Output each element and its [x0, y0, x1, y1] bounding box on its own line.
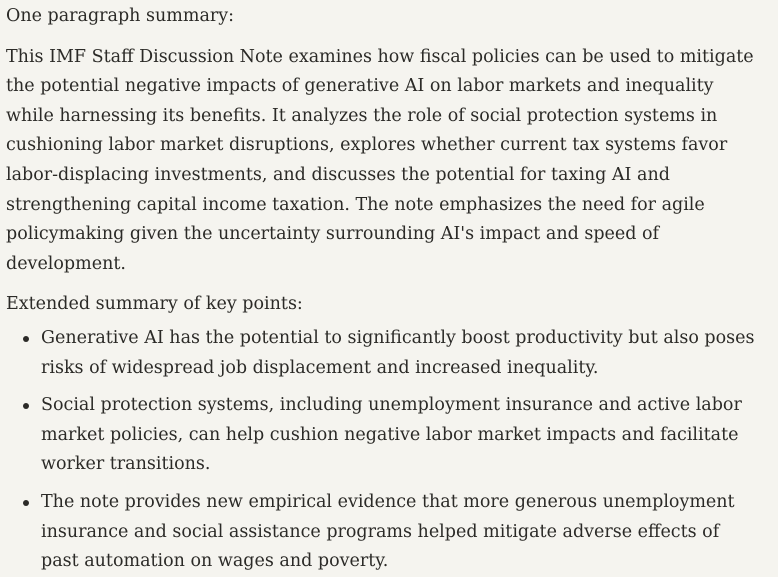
- summary-paragraph: This IMF Staff Discussion Note examines how fiscal policies can be used to mitigate the potential negative impacts of generative AI on labor markets and inequality while harnessing its benefits. It analyzes the role of social protection systems in cushioning labor market disruptions, explores whether current tax systems favor labor-displacing investments, and discusses the potential for taxing AI and strengthening capital income taxation. The note emphasizes the need for agile policymaking given the uncertainty surrounding AI's impact and speed of development.: [6, 46, 754, 274]
- one-paragraph-summary-heading: One paragraph summary:: [6, 6, 235, 26]
- list-item: [6, 391, 760, 480]
- list-item-text: Social protection systems, including unemployment insurance and active labor market policies, can help cushion negative labor market impacts and facilitate worker transitions.: [41, 395, 742, 475]
- list-item: [6, 488, 760, 577]
- list-item-text: The note provides new empirical evidence that more generous unemployment insurance and social assistance programs helped mitigate adverse effects of past automation on wages and poverty.: [41, 491, 735, 572]
- bullet-icon: [23, 500, 29, 506]
- list-item: [6, 324, 760, 383]
- bullet-icon: [23, 403, 29, 409]
- extended-summary-heading: Extended summary of key points:: [6, 294, 303, 315]
- list-item-text: Generative AI has the potential to significantly boost productivity but also poses risks of widespread job displacement and increased inequality.: [41, 327, 755, 378]
- key-points-list: [6, 324, 760, 577]
- bullet-icon: [23, 336, 29, 342]
